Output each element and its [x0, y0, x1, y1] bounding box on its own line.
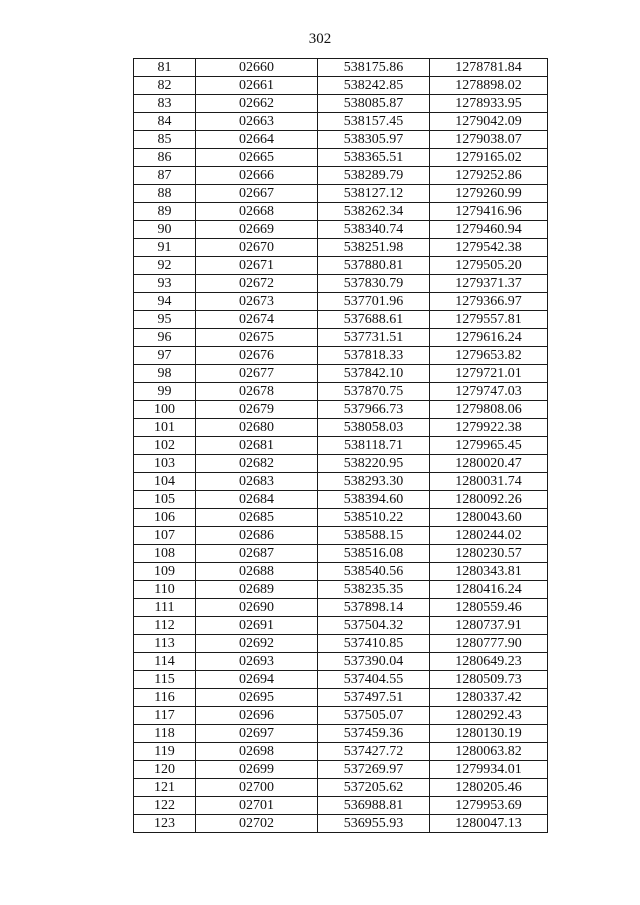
x-coordinate-cell: 537410.85 [318, 635, 430, 653]
point-id-cell: 02677 [196, 365, 318, 383]
page-number: 302 [308, 31, 332, 47]
table-row [134, 599, 548, 617]
table-row [134, 689, 548, 707]
table-row [134, 239, 548, 257]
point-id-cell: 02678 [196, 383, 318, 401]
row-number-cell: 86 [134, 149, 196, 167]
table-row [134, 131, 548, 149]
x-coordinate-cell: 538175.86 [318, 59, 430, 77]
y-coordinate-cell: 1279953.69 [430, 797, 548, 815]
point-id-cell: 02683 [196, 473, 318, 491]
row-number-cell: 112 [134, 617, 196, 635]
table-row [134, 617, 548, 635]
table-row [134, 653, 548, 671]
x-coordinate-cell: 538340.74 [318, 221, 430, 239]
y-coordinate-cell: 1279165.02 [430, 149, 548, 167]
point-id-cell: 02697 [196, 725, 318, 743]
y-coordinate-cell: 1280509.73 [430, 671, 548, 689]
y-coordinate-cell: 1279542.38 [430, 239, 548, 257]
x-coordinate-cell: 538540.56 [318, 563, 430, 581]
point-id-cell: 02671 [196, 257, 318, 275]
point-id-cell: 02681 [196, 437, 318, 455]
point-id-cell: 02701 [196, 797, 318, 815]
row-number-cell: 110 [134, 581, 196, 599]
x-coordinate-cell: 538394.60 [318, 491, 430, 509]
y-coordinate-cell: 1279371.37 [430, 275, 548, 293]
row-number-cell: 93 [134, 275, 196, 293]
y-coordinate-cell: 1280031.74 [430, 473, 548, 491]
table-row [134, 257, 548, 275]
row-number-cell: 88 [134, 185, 196, 203]
point-id-cell: 02673 [196, 293, 318, 311]
point-id-cell: 02692 [196, 635, 318, 653]
row-number-cell: 99 [134, 383, 196, 401]
coordinates-table [133, 58, 548, 833]
y-coordinate-cell: 1280416.24 [430, 581, 548, 599]
y-coordinate-cell: 1280244.02 [430, 527, 548, 545]
x-coordinate-cell: 537842.10 [318, 365, 430, 383]
y-coordinate-cell: 1280047.13 [430, 815, 548, 833]
table-row [134, 707, 548, 725]
row-number-cell: 107 [134, 527, 196, 545]
point-id-cell: 02694 [196, 671, 318, 689]
table-row [134, 635, 548, 653]
x-coordinate-cell: 537701.96 [318, 293, 430, 311]
point-id-cell: 02696 [196, 707, 318, 725]
point-id-cell: 02661 [196, 77, 318, 95]
y-coordinate-cell: 1279721.01 [430, 365, 548, 383]
row-number-cell: 98 [134, 365, 196, 383]
point-id-cell: 02670 [196, 239, 318, 257]
point-id-cell: 02691 [196, 617, 318, 635]
y-coordinate-cell: 1279505.20 [430, 257, 548, 275]
y-coordinate-cell: 1280337.42 [430, 689, 548, 707]
y-coordinate-cell: 1279747.03 [430, 383, 548, 401]
row-number-cell: 119 [134, 743, 196, 761]
row-number-cell: 108 [134, 545, 196, 563]
row-number-cell: 95 [134, 311, 196, 329]
row-number-cell: 118 [134, 725, 196, 743]
table-row [134, 527, 548, 545]
table-row [134, 77, 548, 95]
x-coordinate-cell: 538085.87 [318, 95, 430, 113]
row-number-cell: 96 [134, 329, 196, 347]
x-coordinate-cell: 537731.51 [318, 329, 430, 347]
table-row [134, 581, 548, 599]
row-number-cell: 113 [134, 635, 196, 653]
x-coordinate-cell: 538242.85 [318, 77, 430, 95]
y-coordinate-cell: 1280292.43 [430, 707, 548, 725]
table-row [134, 779, 548, 797]
row-number-cell: 122 [134, 797, 196, 815]
x-coordinate-cell: 538058.03 [318, 419, 430, 437]
y-coordinate-cell: 1279260.99 [430, 185, 548, 203]
point-id-cell: 02666 [196, 167, 318, 185]
y-coordinate-cell: 1279252.86 [430, 167, 548, 185]
row-number-cell: 102 [134, 437, 196, 455]
y-coordinate-cell: 1280020.47 [430, 455, 548, 473]
x-coordinate-cell: 537898.14 [318, 599, 430, 617]
point-id-cell: 02665 [196, 149, 318, 167]
x-coordinate-cell: 537688.61 [318, 311, 430, 329]
x-coordinate-cell: 537504.32 [318, 617, 430, 635]
point-id-cell: 02684 [196, 491, 318, 509]
table-row [134, 815, 548, 833]
table-row [134, 113, 548, 131]
row-number-cell: 94 [134, 293, 196, 311]
y-coordinate-cell: 1280043.60 [430, 509, 548, 527]
x-coordinate-cell: 538516.08 [318, 545, 430, 563]
x-coordinate-cell: 538262.34 [318, 203, 430, 221]
point-id-cell: 02687 [196, 545, 318, 563]
x-coordinate-cell: 538365.51 [318, 149, 430, 167]
y-coordinate-cell: 1280343.81 [430, 563, 548, 581]
row-number-cell: 100 [134, 401, 196, 419]
y-coordinate-cell: 1280130.19 [430, 725, 548, 743]
y-coordinate-cell: 1280092.26 [430, 491, 548, 509]
row-number-cell: 101 [134, 419, 196, 437]
row-number-cell: 97 [134, 347, 196, 365]
y-coordinate-cell: 1279653.82 [430, 347, 548, 365]
x-coordinate-cell: 536988.81 [318, 797, 430, 815]
row-number-cell: 120 [134, 761, 196, 779]
row-number-cell: 103 [134, 455, 196, 473]
point-id-cell: 02688 [196, 563, 318, 581]
point-id-cell: 02669 [196, 221, 318, 239]
point-id-cell: 02700 [196, 779, 318, 797]
table-row [134, 347, 548, 365]
table-row [134, 203, 548, 221]
point-id-cell: 02680 [196, 419, 318, 437]
point-id-cell: 02676 [196, 347, 318, 365]
y-coordinate-cell: 1280777.90 [430, 635, 548, 653]
x-coordinate-cell: 537870.75 [318, 383, 430, 401]
table-row [134, 401, 548, 419]
y-coordinate-cell: 1279460.94 [430, 221, 548, 239]
row-number-cell: 109 [134, 563, 196, 581]
point-id-cell: 02663 [196, 113, 318, 131]
table-row [134, 275, 548, 293]
y-coordinate-cell: 1278898.02 [430, 77, 548, 95]
x-coordinate-cell: 538235.35 [318, 581, 430, 599]
row-number-cell: 116 [134, 689, 196, 707]
x-coordinate-cell: 538588.15 [318, 527, 430, 545]
point-id-cell: 02685 [196, 509, 318, 527]
point-id-cell: 02668 [196, 203, 318, 221]
row-number-cell: 114 [134, 653, 196, 671]
x-coordinate-cell: 538220.95 [318, 455, 430, 473]
table-row [134, 167, 548, 185]
table-row [134, 59, 548, 77]
coordinates-table-body [134, 59, 548, 833]
y-coordinate-cell: 1279922.38 [430, 419, 548, 437]
x-coordinate-cell: 537830.79 [318, 275, 430, 293]
x-coordinate-cell: 537497.51 [318, 689, 430, 707]
x-coordinate-cell: 537404.55 [318, 671, 430, 689]
table-row [134, 725, 548, 743]
point-id-cell: 02679 [196, 401, 318, 419]
x-coordinate-cell: 537880.81 [318, 257, 430, 275]
row-number-cell: 104 [134, 473, 196, 491]
row-number-cell: 89 [134, 203, 196, 221]
row-number-cell: 121 [134, 779, 196, 797]
x-coordinate-cell: 537205.62 [318, 779, 430, 797]
point-id-cell: 02695 [196, 689, 318, 707]
y-coordinate-cell: 1280559.46 [430, 599, 548, 617]
point-id-cell: 02698 [196, 743, 318, 761]
table-row [134, 761, 548, 779]
point-id-cell: 02699 [196, 761, 318, 779]
table-row [134, 437, 548, 455]
point-id-cell: 02682 [196, 455, 318, 473]
y-coordinate-cell: 1279616.24 [430, 329, 548, 347]
y-coordinate-cell: 1279934.01 [430, 761, 548, 779]
point-id-cell: 02662 [196, 95, 318, 113]
point-id-cell: 02702 [196, 815, 318, 833]
table-row [134, 455, 548, 473]
row-number-cell: 106 [134, 509, 196, 527]
y-coordinate-cell: 1279416.96 [430, 203, 548, 221]
row-number-cell: 105 [134, 491, 196, 509]
table-row [134, 419, 548, 437]
y-coordinate-cell: 1279038.07 [430, 131, 548, 149]
x-coordinate-cell: 536955.93 [318, 815, 430, 833]
row-number-cell: 91 [134, 239, 196, 257]
y-coordinate-cell: 1279557.81 [430, 311, 548, 329]
table-row [134, 797, 548, 815]
point-id-cell: 02672 [196, 275, 318, 293]
row-number-cell: 85 [134, 131, 196, 149]
x-coordinate-cell: 537966.73 [318, 401, 430, 419]
x-coordinate-cell: 538510.22 [318, 509, 430, 527]
table-row [134, 311, 548, 329]
x-coordinate-cell: 537390.04 [318, 653, 430, 671]
table-row [134, 743, 548, 761]
row-number-cell: 111 [134, 599, 196, 617]
table-row [134, 95, 548, 113]
y-coordinate-cell: 1280205.46 [430, 779, 548, 797]
x-coordinate-cell: 538289.79 [318, 167, 430, 185]
x-coordinate-cell: 538127.12 [318, 185, 430, 203]
point-id-cell: 02667 [196, 185, 318, 203]
x-coordinate-cell: 538251.98 [318, 239, 430, 257]
y-coordinate-cell: 1278933.95 [430, 95, 548, 113]
y-coordinate-cell: 1279965.45 [430, 437, 548, 455]
x-coordinate-cell: 537459.36 [318, 725, 430, 743]
row-number-cell: 81 [134, 59, 196, 77]
table-row [134, 365, 548, 383]
row-number-cell: 84 [134, 113, 196, 131]
x-coordinate-cell: 538157.45 [318, 113, 430, 131]
table-row [134, 563, 548, 581]
row-number-cell: 117 [134, 707, 196, 725]
table-row [134, 491, 548, 509]
table-row [134, 221, 548, 239]
row-number-cell: 123 [134, 815, 196, 833]
row-number-cell: 92 [134, 257, 196, 275]
row-number-cell: 115 [134, 671, 196, 689]
y-coordinate-cell: 1280063.82 [430, 743, 548, 761]
table-row [134, 293, 548, 311]
table-row [134, 473, 548, 491]
table-row [134, 149, 548, 167]
point-id-cell: 02675 [196, 329, 318, 347]
x-coordinate-cell: 538305.97 [318, 131, 430, 149]
point-id-cell: 02674 [196, 311, 318, 329]
point-id-cell: 02686 [196, 527, 318, 545]
x-coordinate-cell: 537269.97 [318, 761, 430, 779]
row-number-cell: 90 [134, 221, 196, 239]
y-coordinate-cell: 1280737.91 [430, 617, 548, 635]
row-number-cell: 82 [134, 77, 196, 95]
y-coordinate-cell: 1279808.06 [430, 401, 548, 419]
table-row [134, 509, 548, 527]
point-id-cell: 02690 [196, 599, 318, 617]
y-coordinate-cell: 1279366.97 [430, 293, 548, 311]
y-coordinate-cell: 1280649.23 [430, 653, 548, 671]
x-coordinate-cell: 537427.72 [318, 743, 430, 761]
x-coordinate-cell: 538118.71 [318, 437, 430, 455]
row-number-cell: 83 [134, 95, 196, 113]
table-row [134, 545, 548, 563]
table-row [134, 329, 548, 347]
point-id-cell: 02689 [196, 581, 318, 599]
x-coordinate-cell: 538293.30 [318, 473, 430, 491]
x-coordinate-cell: 537505.07 [318, 707, 430, 725]
table-row [134, 671, 548, 689]
point-id-cell: 02660 [196, 59, 318, 77]
point-id-cell: 02693 [196, 653, 318, 671]
table-row [134, 185, 548, 203]
x-coordinate-cell: 537818.33 [318, 347, 430, 365]
y-coordinate-cell: 1279042.09 [430, 113, 548, 131]
table-row [134, 383, 548, 401]
y-coordinate-cell: 1278781.84 [430, 59, 548, 77]
row-number-cell: 87 [134, 167, 196, 185]
y-coordinate-cell: 1280230.57 [430, 545, 548, 563]
point-id-cell: 02664 [196, 131, 318, 149]
